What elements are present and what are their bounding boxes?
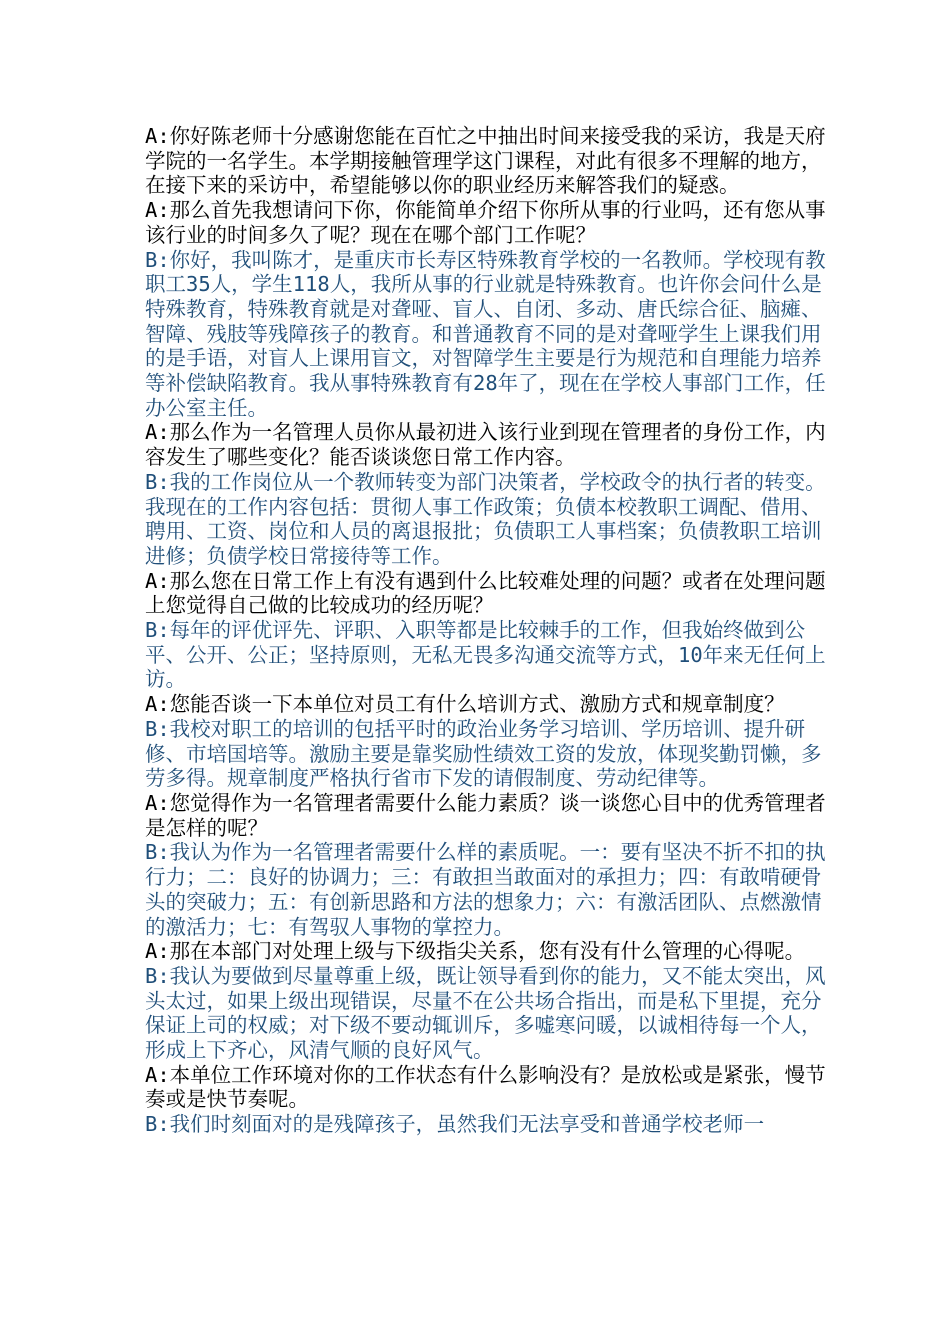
answer-paragraph: B:我们时刻面对的是残障孩子，虽然我们无法享受和普通学校老师一 bbox=[145, 1112, 765, 1137]
question-paragraph: A:你好陈老师十分感谢您能在百忙之中抽出时间来接受我的采访，我是天府学院的一名学生。本学期接触管理学这门课程，对此有很多不理解的地方，在接下来的采访中，希望能够以你的职业经历来解答我们的疑惑。 bbox=[145, 124, 826, 198]
question-paragraph: A:您能否谈一下本单位对员工有什么培训方式、激励方式和规章制度？ bbox=[145, 692, 785, 717]
answer-paragraph: B:每年的评优评先、评职、入职等都是比较棘手的工作，但我始终做到公平、公开、公正；坚持原则，无私无畏多沟通交流等方式，10年来无任何上访。 bbox=[145, 618, 826, 692]
answer-paragraph: B:你好，我叫陈才，是重庆市长寿区特殊教育学校的一名教师。学校现有教职工35人，学生118人，我所从事的行业就是特殊教育。也许你会问什么是特殊教育，特殊教育就是对聋哑、盲人、自闭、多动、唐氏综合征、脑瘫、智障、残肢等残障孩子的教育。和普通教育不同的是对聋哑学生上课我们用的是手语，对盲人上课用盲文，对智障学生主要是行为规范和自理能力培养等补偿缺陷教育。我从事特殊教育有28年了，现在在学校人事部门工作，任办公室主任。 bbox=[145, 247, 826, 420]
answer-paragraph: B:我认为作为一名管理者需要什么样的素质呢。一：要有坚决不折不扣的执行力；二：良好的协调力；三：有敢担当敢面对的承担力；四：有敢啃硬骨头的突破力；五：有创新思路和方法的想象力；六：有激活团队、点燃激情的激活力；七：有驾驭人事物的掌控力。 bbox=[145, 840, 826, 939]
question-paragraph: A:那么首先我想请问下你，你能简单介绍下你所从事的行业吗，还有您从事该行业的时间多久了呢？现在在哪个部门工作呢？ bbox=[145, 198, 826, 247]
question-paragraph: A:那么作为一名管理人员你从最初进入该行业到现在管理者的身份工作，内容发生了哪些变化？能否谈谈您日常工作内容。 bbox=[145, 420, 826, 470]
question-paragraph: A:您觉得作为一名管理者需要什么能力素质？谈一谈您心目中的优秀管理者是怎样的呢？ bbox=[145, 790, 826, 840]
answer-paragraph: B:我认为要做到尽量尊重上级，既让领导看到你的能力，又不能太突出，风头太过，如果上级出现错误，尽量不在公共场合指出，而是私下里提，充分保证上司的权威；对下级不要动辄训斥，多嘘寒问暖，以诚相待每一个人，形成上下齐心，风清气顺的良好风气。 bbox=[145, 963, 826, 1063]
question-paragraph: A:那在本部门对处理上级与下级指尖关系，您有没有什么管理的心得呢。 bbox=[145, 939, 806, 964]
answer-paragraph: B:我校对职工的培训的包括平时的政治业务学习培训、学历培训、提升研修、市培国培等。激励主要是靠奖励性绩效工资的发放，体现奖勤罚懒，多劳多得。规章制度严格执行省市下发的请假制度、劳动纪律等。 bbox=[145, 716, 822, 791]
question-paragraph: A:那么您在日常工作上有没有遇到什么比较难处理的问题？或者在处理问题上您觉得自己做的比较成功的经历呢？ bbox=[145, 568, 826, 618]
interview-document bbox=[145, 124, 835, 1137]
question-paragraph: A:本单位工作环境对你的工作状态有什么影响没有？是放松或是紧张，慢节奏或是快节奏呢。 bbox=[145, 1062, 826, 1112]
answer-paragraph: B:我的工作岗位从一个教师转变为部门决策者，学校政令的执行者的转变。我现在的工作内容包括：贯彻人事工作政策；负债本校教职工调配、借用、聘用、工资、岗位和人员的离退报批；负债职工人事档案；负债教职工培训进修；负债学校日常接待等工作。 bbox=[145, 469, 826, 568]
